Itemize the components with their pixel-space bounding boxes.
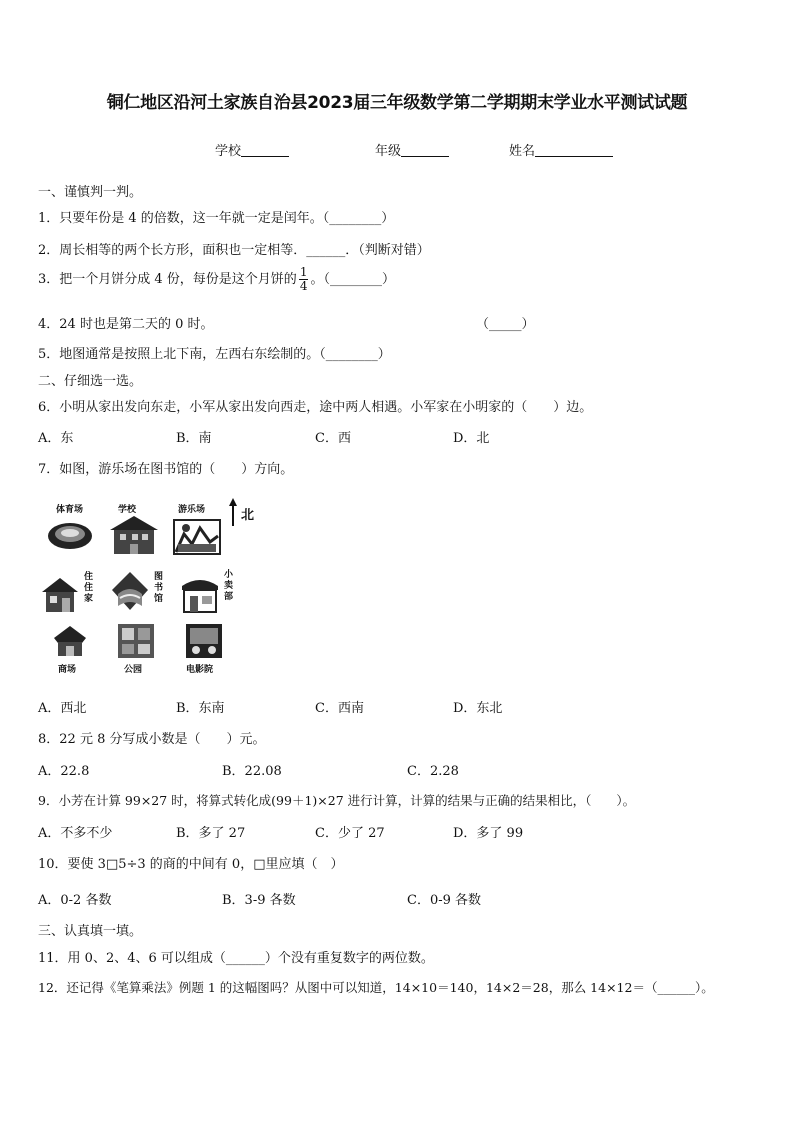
shop-cell — [180, 566, 236, 622]
residence-char-1: 住 — [84, 572, 94, 582]
cinema-cell — [184, 622, 240, 678]
option-d: D．北 — [453, 431, 490, 446]
shop-char-3: 部 — [224, 592, 234, 602]
residence-label — [84, 572, 94, 605]
name-blank — [535, 143, 613, 157]
option-a: A．东 — [38, 431, 74, 446]
option-b: B．多了 27 — [176, 826, 246, 841]
stadium-label: 体育场 — [56, 505, 84, 515]
question-8: 8．22 元 8 分写成小数是（ ）元。 — [38, 732, 266, 747]
option-a: A．西北 — [38, 701, 87, 716]
library-char-3: 馆 — [154, 594, 164, 604]
question-5: 5．地图通常是按照上北下南，左西右东绘制的。（________） — [38, 347, 391, 362]
park-icon — [116, 622, 156, 660]
school-field — [215, 140, 289, 159]
amusement-park-icon — [172, 514, 222, 556]
option-a: A．0-2 各数 — [38, 893, 112, 908]
option-d: D．东北 — [453, 701, 503, 716]
shop-char-2: 卖 — [224, 581, 234, 591]
library-char-1: 图 — [154, 572, 164, 582]
section-heading: 二、仔细选一选。 — [38, 374, 143, 389]
library-cell — [108, 566, 164, 622]
shop-icon — [180, 574, 220, 614]
house-icon — [40, 574, 80, 614]
question-2: 2．周长相等的两个长方形，面积也一定相等．______．（判断对错） — [38, 243, 430, 258]
school-map-label: 学校 — [118, 505, 137, 515]
grade-blank — [401, 143, 449, 157]
option-a: A．不多不少 — [38, 826, 113, 841]
option-b: B．南 — [176, 431, 212, 446]
question-7: 7．如图，游乐场在图书馆的（ ）方向。 — [38, 462, 294, 477]
residence-char-3: 家 — [84, 594, 94, 604]
option-c: C．0-9 各数 — [407, 893, 482, 908]
question-4: 4．24 时也是第二天的 0 时。 — [38, 317, 214, 332]
section-heading: 三、认真填一填。 — [38, 924, 143, 939]
option-d: D．多了 99 — [453, 826, 524, 841]
amusement-label: 游乐场 — [178, 505, 206, 515]
option-c: C．2.28 — [407, 764, 459, 779]
fraction-denominator: 4 — [299, 279, 308, 293]
mall-cell — [50, 624, 106, 680]
school-cell — [106, 502, 162, 558]
question-12: 12．还记得《笔算乘法》例题 1 的这幅图吗？从图中可以知道，14×10＝140，14×2＝28，那么 14×12＝（______）。 — [38, 980, 714, 995]
north-label: 北 — [241, 508, 255, 523]
option-a: A．22.8 — [38, 764, 90, 779]
question-10: 10．要使 3□5÷3 的商的中间有 0，□里应填（ ） — [38, 857, 344, 872]
park-cell — [116, 622, 172, 678]
cinema-label: 电影院 — [186, 665, 214, 675]
question-3-text: 3．把一个月饼分成 4 份，每份是这个月饼的 — [38, 272, 297, 287]
option-c: C．西南 — [315, 701, 364, 716]
name-label: 姓名 — [509, 144, 536, 159]
question-3 — [38, 266, 395, 293]
fraction-numerator: 1 — [299, 265, 308, 279]
page-title: 铜仁地区沿河土家族自治县2023届三年级数学第二学期期末学业水平测试试题 — [106, 93, 688, 113]
library-icon — [108, 570, 152, 614]
section-heading: 一、谨慎判一判。 — [38, 185, 143, 200]
grade-field — [375, 140, 449, 159]
school-blank — [241, 143, 289, 157]
mall-icon — [50, 624, 90, 660]
question-1: 1．只要年份是 4 的倍数，这一年就一定是闰年。（________） — [38, 211, 395, 226]
cinema-icon — [184, 622, 224, 660]
stadium-icon — [46, 514, 96, 554]
shop-label — [224, 570, 234, 603]
option-c: C．西 — [315, 431, 351, 446]
amusement-cell — [170, 502, 226, 558]
school-icon — [110, 514, 158, 556]
question-9: 9．小芳在计算 99×27 时，将算式转化成(99＋1)×27 进行计算，计算的结果与正确的结果相比，（ ）。 — [38, 793, 636, 808]
library-label — [154, 572, 164, 605]
direction-map — [38, 492, 258, 682]
question-11: 11．用 0、2、4、6 可以组成（______）个没有重复数字的两位数。 — [38, 951, 434, 966]
question-6: 6．小明从家出发向东走，小军从家出发向西走，途中两人相遇。小军家在小明家的（ ）边。 — [38, 400, 593, 415]
library-char-2: 书 — [154, 583, 164, 593]
shop-char-1: 小 — [224, 570, 234, 580]
question-4-blank: （_____） — [476, 317, 535, 332]
option-b: B．3-9 各数 — [222, 893, 296, 908]
option-c: C．少了 27 — [315, 826, 385, 841]
fraction — [299, 266, 309, 293]
question-3-blank: 。（________） — [310, 272, 395, 287]
grade-label: 年级 — [375, 144, 402, 159]
residence-char-2: 住 — [84, 583, 94, 593]
stadium-cell — [44, 502, 100, 558]
park-label: 公园 — [124, 665, 143, 675]
school-label: 学校 — [215, 144, 242, 159]
option-b: B．22.08 — [222, 764, 282, 779]
name-field — [509, 140, 613, 159]
mall-label: 商场 — [58, 665, 77, 675]
residence-cell — [40, 566, 96, 622]
option-b: B．东南 — [176, 701, 225, 716]
